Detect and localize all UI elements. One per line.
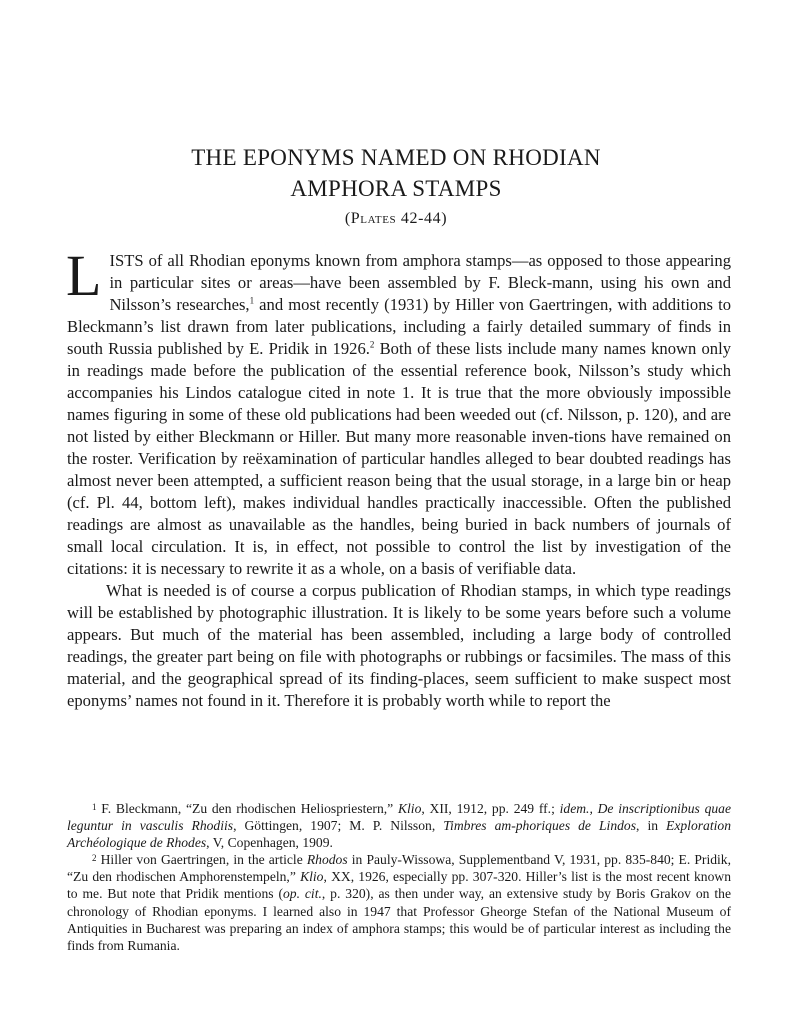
footnote-2-number: 2: [92, 853, 97, 864]
drop-cap: L: [66, 243, 102, 308]
footnote-1-g: , in: [636, 818, 667, 834]
footnote-2-a: Hiller von Gaertringen, in the article: [96, 852, 307, 868]
footnote-2-e: , XX, 1926, especially pp. 307-320. Hiller’s list is the most recent known to me. But note that Pridik mentions (: [67, 869, 732, 902]
footnote-ref-1[interactable]: 1: [249, 295, 255, 306]
footnote-ref-2[interactable]: 2: [369, 339, 375, 350]
paragraph-1-text-b: and most recently (1931) by Hiller von Gaertringen, with additions to Bleckmann’s list drawn from later publications, including a fairly detailed summary of finds in south Russia published by E. Pridik in 1926.: [67, 295, 732, 358]
paragraph-1-text-a: ISTS of all Rhodian eponyms known from amphora stamps—as opposed to those appearing in particular sites or areas—have been assembled by F. Bleck-mann, using his own and Nilsson’s researches,: [109, 251, 731, 314]
footnote-1-a: F. Bleckmann, “Zu den rhodischen Heliospriestern,”: [96, 801, 398, 816]
article-title: [0, 142, 792, 204]
footnote-1: [67, 800, 731, 851]
plates-range: 42-44): [396, 210, 448, 227]
footnote-2-article: Rhodos: [306, 852, 348, 868]
footnote-2-journal: Klio: [300, 869, 324, 885]
footnote-2-op-cit: op. cit.: [282, 886, 322, 902]
footnote-1-c: , XII, 1912, pp. 249 ff.;: [421, 801, 560, 816]
footnote-1-journal: Klio: [397, 801, 422, 816]
plates-word: Plates: [350, 210, 397, 227]
plates-reference: [0, 210, 792, 228]
footnote-2: [67, 851, 731, 954]
title-line-2: AMPHORA STAMPS: [290, 176, 502, 201]
footnotes: [67, 800, 731, 954]
plates-open-paren: (: [344, 210, 351, 227]
footnote-1-work-2: Timbres am-phoriques de Lindos: [443, 818, 637, 834]
paragraph-2: What is needed is of course a corpus publication of Rhodian stamps, in which type readings will be established by photographic illustration. It is likely to be some years before such a volume appears. But much of the material has been assembled, including a large body of controlled readings, the greater part being on file with photographs or rubbings or facsimiles. The mass of this material, and the geographical spread of its finding-places, seem sufficient to make suspect most eponyms’ names not found in it. Therefore it is probably worth while to report the: [67, 581, 731, 710]
footnote-1-series: Exploration Archéologique de Rhodes: [67, 818, 731, 851]
footnote-2-c: in Pauly-Wissowa, Supplementband V, 1931, pp. 835-840; E. Pridik, “Zu den rhodischen Amphorenstempeln,”: [67, 852, 732, 885]
article-body: [66, 243, 732, 712]
footnote-1-e: , Göttingen, 1907; M. P. Nilsson,: [233, 818, 444, 834]
paragraph-1: [66, 243, 732, 580]
footnote-1-number: 1: [92, 802, 97, 812]
footnote-1-i: , V, Copenhagen, 1909.: [206, 835, 333, 851]
title-line-1: THE EPONYMS NAMED ON RHODIAN: [191, 145, 601, 170]
paragraph-1-text-c: Both of these lists include many names known only in readings made before the publication of the essential reference book, Nilsson’s study which accompanies his Lindos catalogue cited in note 1. It is true that the more obviously impossible names figuring in some of these old publications had been weeded out (cf. Nilsson, p. 120), and are not listed by either Bleckmann or Hiller. But many more reasonable inven-tions have remained on the roster. Verification by reëxamination of particular handles alleged to bear doubted readings has almost never been attempted, a sufficient reason being that the usual storage, in a large bin or heap (cf. Pl. 44, bottom left), makes individual handles practically inaccessible. Often the published readings are almost as unavailable as the handles, being buried in back numbers of journals of small local circulation. It is, in effect, not possible to control the list by investigation of the citations: it is necessary to rewrite it as a whole, on a basis of verifiable data.: [67, 339, 731, 578]
footnote-1-work-1: idem., De inscriptionibus quae leguntur in vasculis Rhodiis: [67, 801, 731, 834]
footnote-2-g: , p. 320), as then under way, an extensive study by Boris Grakov on the chronology of Rhodian eponyms. I learned also in 1947 that Professor Gheorge Stefan of the National Museum of Antiquities in Bucharest was preparing an index of amphora stamps; this would be of particular interest as including the finds from Rumania.: [67, 886, 731, 953]
